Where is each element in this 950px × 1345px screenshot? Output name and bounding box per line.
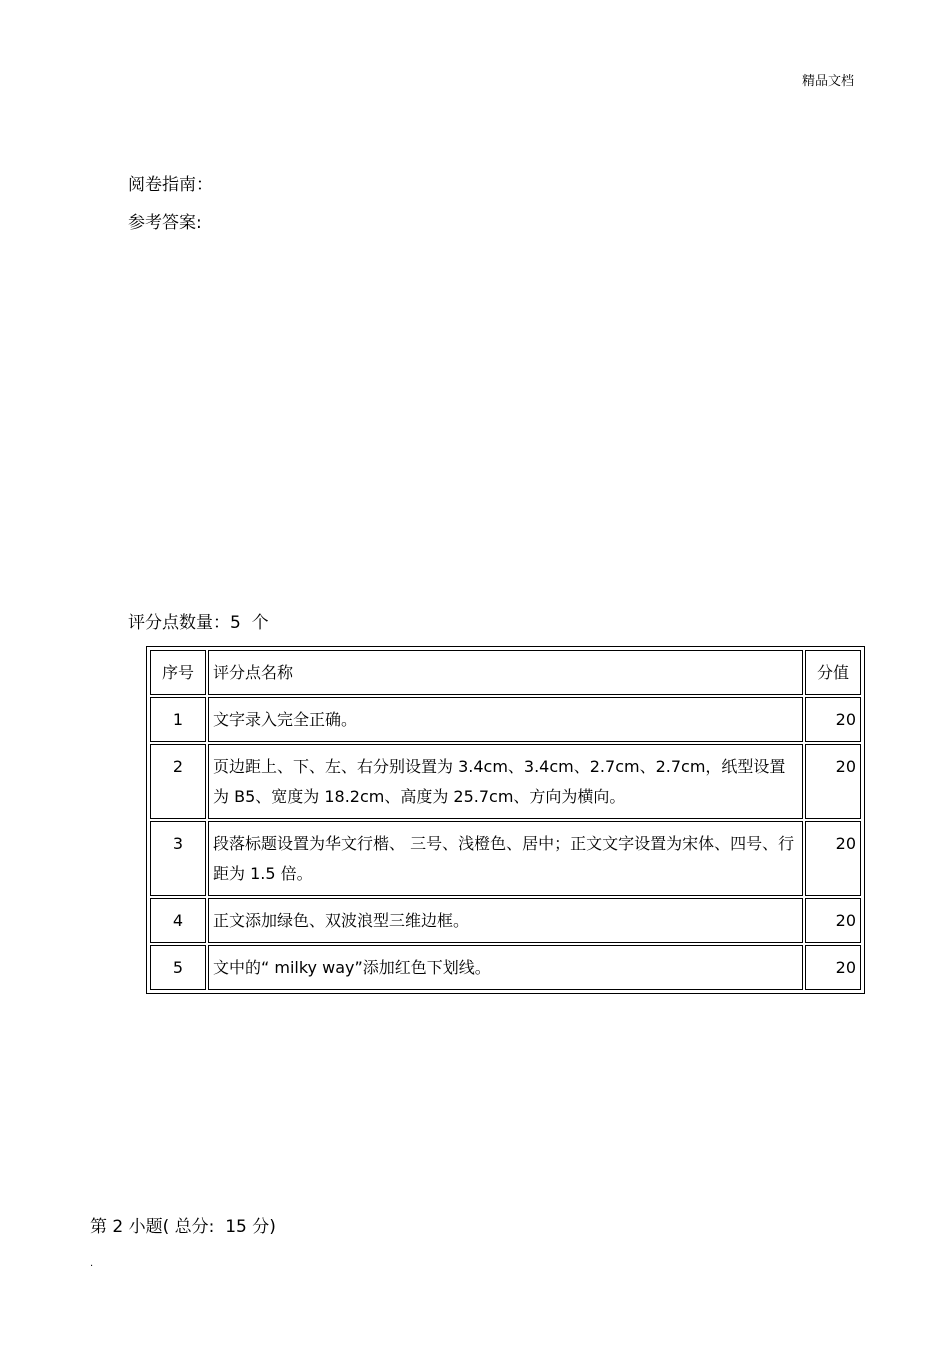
- table-row: [150, 945, 861, 990]
- scoring-point-count: 评分点数量：5 个: [128, 613, 269, 633]
- row-score: 20: [805, 744, 861, 819]
- table-header-row: [150, 650, 861, 695]
- row-number: 4: [150, 898, 206, 943]
- scoring-table-grid: [148, 648, 863, 992]
- table-row: [150, 697, 861, 742]
- scoring-table: [146, 646, 865, 994]
- row-number: 5: [150, 945, 206, 990]
- row-point-name: 页边距上、下、左、右分别设置为 3.4cm、3.4cm、2.7cm、2.7cm，纸型设置为 B5、宽度为 18.2cm、高度为 25.7cm、方向为横向。: [208, 744, 803, 819]
- row-score: 20: [805, 898, 861, 943]
- header-point-name: 评分点名称: [208, 650, 803, 695]
- row-score: 20: [805, 945, 861, 990]
- row-point-name: 文字录入完全正确。: [208, 697, 803, 742]
- question-heading: 第 2 小题( 总分: 15 分): [90, 1217, 276, 1237]
- reference-answer-label: 参考答案:: [128, 213, 202, 233]
- header-watermark-text: 精品文档: [801, 74, 854, 89]
- row-number: 2: [150, 744, 206, 819]
- grading-guide-label: 阅卷指南：: [128, 175, 213, 195]
- row-point-name: 文中的“ milky way”添加红色下划线。: [208, 945, 803, 990]
- row-point-name: 段落标题设置为华文行楷、 三号、浅橙色、居中；正文文字设置为宋体、四号、行距为 1.5 倍。: [208, 821, 803, 896]
- header-number: 序号: [150, 650, 206, 695]
- header-score: 分值: [805, 650, 861, 695]
- footer-dot: .: [90, 1258, 94, 1269]
- row-number: 1: [150, 697, 206, 742]
- row-point-name: 正文添加绿色、双波浪型三维边框。: [208, 898, 803, 943]
- table-row: [150, 821, 861, 896]
- row-score: 20: [805, 697, 861, 742]
- table-row: [150, 744, 861, 819]
- row-score: 20: [805, 821, 861, 896]
- row-number: 3: [150, 821, 206, 896]
- table-row: [150, 898, 861, 943]
